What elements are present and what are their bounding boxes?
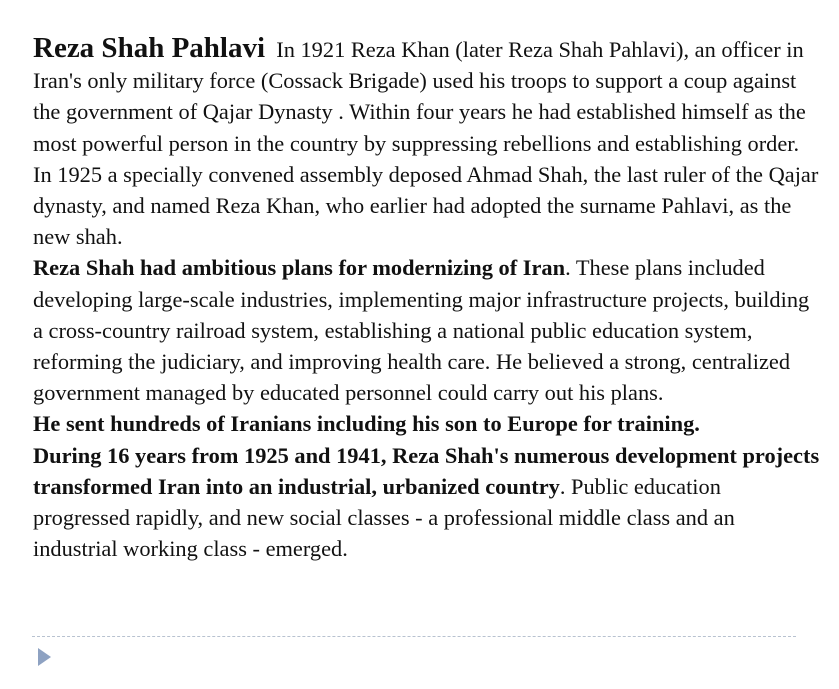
slide-body bbox=[33, 33, 823, 564]
intro-text: In 1921 Reza Khan (later Reza Shah Pahlavi), an officer in Iran's only military force (Cossack Brigade) used his troops to support a coup against the government of Qajar Dynasty . Within four years he had established himself as the most powerful person in the country by suppressing rebellions and establishing order. In 1925 a specially convened assembly deposed Ahmad Shah, the last ruler of the Qajar dynasty, and named Reza Khan, who earlier had adopted the surname Pahlavi, as the new shah. bbox=[33, 37, 819, 250]
paragraph-modernization bbox=[33, 252, 823, 408]
modernization-heading: Reza Shah had ambitious plans for modernizing of Iran bbox=[33, 255, 566, 281]
development-text: . Public education progressed rapidly, and new social classes - a professional middle class and an industrial working class - emerged. bbox=[33, 473, 735, 562]
paragraph-europe-training: He sent hundreds of Iranians including his son to Europe for training. bbox=[33, 411, 700, 437]
paragraph-intro bbox=[33, 33, 823, 252]
triangle-bullet-icon bbox=[38, 648, 51, 666]
slide-title: Reza Shah Pahlavi bbox=[33, 32, 266, 64]
dashed-divider bbox=[32, 636, 796, 637]
paragraph-development bbox=[33, 440, 823, 565]
modernization-text: . These plans included developing large-scale industries, implementing major infrastructure projects, building a cross-country railroad system, establishing a national public education system, reforming the judiciary, and improving health care. He believed a strong, centralized government managed by educated personnel could carry out his plans. bbox=[33, 255, 810, 406]
development-heading: During 16 years from 1925 and 1941, Reza Shah's numerous development projects transformed Iran into an industrial, urbanized country bbox=[33, 442, 820, 499]
